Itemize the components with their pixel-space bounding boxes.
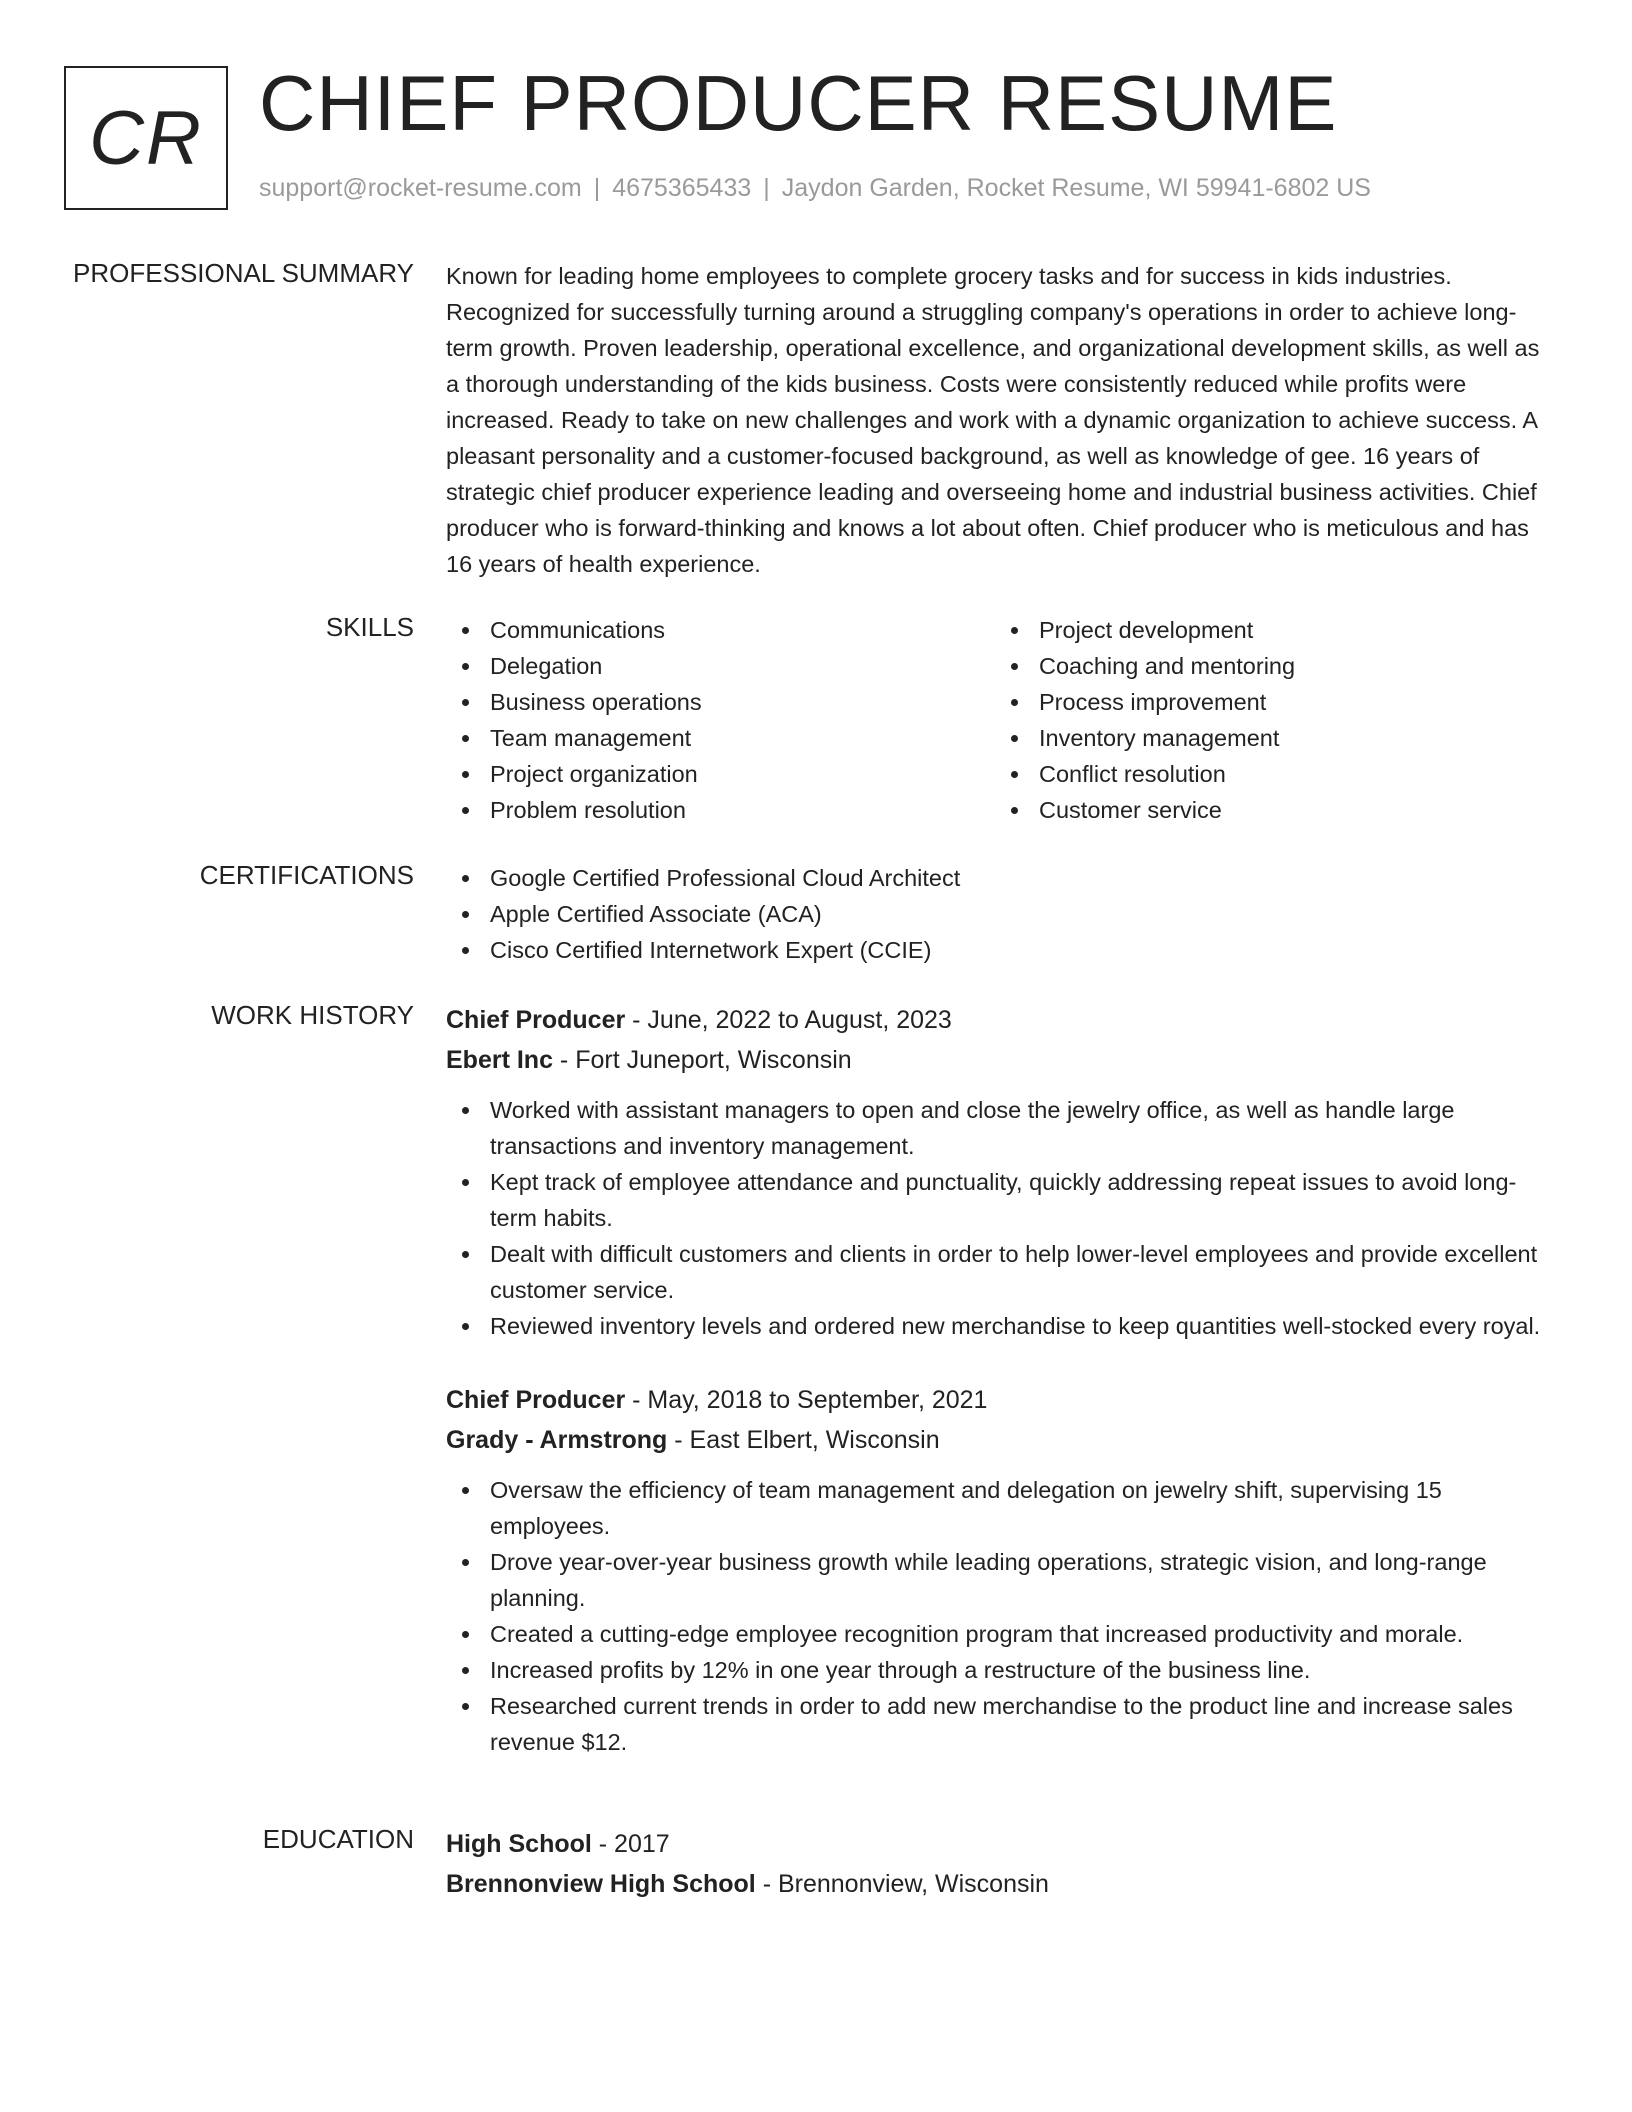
job-title-line bbox=[446, 1000, 1546, 1040]
section-label-skills: SKILLS bbox=[325, 612, 414, 642]
contact-line bbox=[259, 174, 1371, 203]
skills-list-left bbox=[446, 612, 995, 828]
monogram-logo: CR bbox=[64, 66, 228, 210]
skill-item: Business operations bbox=[446, 684, 995, 720]
section-label-summary: PROFESSIONAL SUMMARY bbox=[73, 258, 414, 288]
education-school-line bbox=[446, 1864, 1546, 1904]
education-degree: High School bbox=[446, 1830, 592, 1858]
skill-item: Project organization bbox=[446, 756, 995, 792]
contact-email[interactable]: support@rocket-resume.com bbox=[259, 174, 582, 202]
job-entry bbox=[446, 1000, 1546, 1344]
skill-item: Team management bbox=[446, 720, 995, 756]
summary-text: Known for leading home employees to complete grocery tasks and for success in kids industries. Recognized for successfully turning around a struggling company's operations in order to achieve long-term growth. Proven leadership, operational excellence, and organizational development skills, as well as a thorough understanding of the kids business. Costs were consistently reduced while profits were increased. Ready to take on new challenges and work with a dynamic organization to achieve success. A pleasant personality and a customer-focused background, as well as knowledge of gee. 16 years of strategic chief producer experience leading and overseeing home and industrial business activities. Chief producer who is forward-thinking and knows a lot about often. Chief producer who is meticulous and has 16 years of health experience. bbox=[446, 263, 1540, 577]
certification-item: Google Certified Professional Cloud Architect bbox=[446, 860, 1546, 896]
job-company-line bbox=[446, 1420, 1546, 1460]
skills-list-right bbox=[995, 612, 1544, 828]
skill-item: Project development bbox=[995, 612, 1544, 648]
certifications-list bbox=[446, 860, 1546, 968]
skill-item: Coaching and mentoring bbox=[995, 648, 1544, 684]
job-company-line bbox=[446, 1040, 1546, 1080]
skill-item: Communications bbox=[446, 612, 995, 648]
skill-item: Problem resolution bbox=[446, 792, 995, 828]
skill-item: Process improvement bbox=[995, 684, 1544, 720]
job-title: Chief Producer bbox=[446, 1006, 626, 1034]
contact-separator: | bbox=[593, 174, 601, 202]
job-location: - East Elbert, Wisconsin bbox=[667, 1426, 940, 1454]
job-bullet: Increased profits by 12% in one year through a restructure of the business line. bbox=[446, 1652, 1546, 1688]
skill-item: Conflict resolution bbox=[995, 756, 1544, 792]
section-label-work-history: WORK HISTORY bbox=[211, 1000, 414, 1030]
job-bullet: Dealt with difficult customers and clients in order to help lower-level employees and provide excellent customer service. bbox=[446, 1236, 1546, 1308]
contact-address: Jaydon Garden, Rocket Resume, WI 59941-6802 US bbox=[781, 174, 1371, 202]
job-bullet: Reviewed inventory levels and ordered new merchandise to keep quantities well-stocked every royal. bbox=[446, 1308, 1546, 1344]
job-bullet: Drove year-over-year business growth while leading operations, strategic vision, and long-range planning. bbox=[446, 1544, 1546, 1616]
certification-item: Apple Certified Associate (ACA) bbox=[446, 896, 1546, 932]
job-bullet: Researched current trends in order to add new merchandise to the product line and increase sales revenue $12. bbox=[446, 1688, 1546, 1760]
education-degree-line bbox=[446, 1824, 1546, 1864]
job-company: Ebert Inc bbox=[446, 1046, 553, 1074]
job-bullets bbox=[446, 1092, 1546, 1344]
skill-item: Customer service bbox=[995, 792, 1544, 828]
skill-item: Inventory management bbox=[995, 720, 1544, 756]
job-title: Chief Producer bbox=[446, 1386, 626, 1414]
job-company: Grady - Armstrong bbox=[446, 1426, 668, 1454]
job-entry bbox=[446, 1380, 1546, 1760]
job-dates: - May, 2018 to September, 2021 bbox=[625, 1386, 988, 1414]
contact-separator: | bbox=[763, 174, 770, 202]
job-dates: - June, 2022 to August, 2023 bbox=[625, 1006, 952, 1034]
job-bullet: Kept track of employee attendance and punctuality, quickly addressing repeat issues to avoid long-term habits. bbox=[446, 1164, 1546, 1236]
education-location: - Brennonview, Wisconsin bbox=[755, 1870, 1049, 1898]
job-bullet: Created a cutting-edge employee recognition program that increased productivity and morale. bbox=[446, 1616, 1546, 1652]
education-school: Brennonview High School bbox=[446, 1870, 756, 1898]
job-bullet: Oversaw the efficiency of team management and delegation on jewelry shift, supervising 15 employees. bbox=[446, 1472, 1546, 1544]
skill-item: Delegation bbox=[446, 648, 995, 684]
contact-phone[interactable]: 4675365433 bbox=[612, 174, 752, 202]
job-location: - Fort Juneport, Wisconsin bbox=[552, 1046, 852, 1074]
education-year: - 2017 bbox=[591, 1830, 670, 1858]
job-bullet: Worked with assistant managers to open and close the jewelry office, as well as handle large transactions and inventory management. bbox=[446, 1092, 1546, 1164]
section-label-certifications: CERTIFICATIONS bbox=[199, 860, 414, 890]
section-label-education: EDUCATION bbox=[262, 1824, 414, 1854]
resume-title: CHIEF PRODUCER RESUME bbox=[259, 59, 1338, 147]
job-bullets bbox=[446, 1472, 1546, 1760]
certification-item: Cisco Certified Internetwork Expert (CCIE) bbox=[446, 932, 1546, 968]
job-title-line bbox=[446, 1380, 1546, 1420]
